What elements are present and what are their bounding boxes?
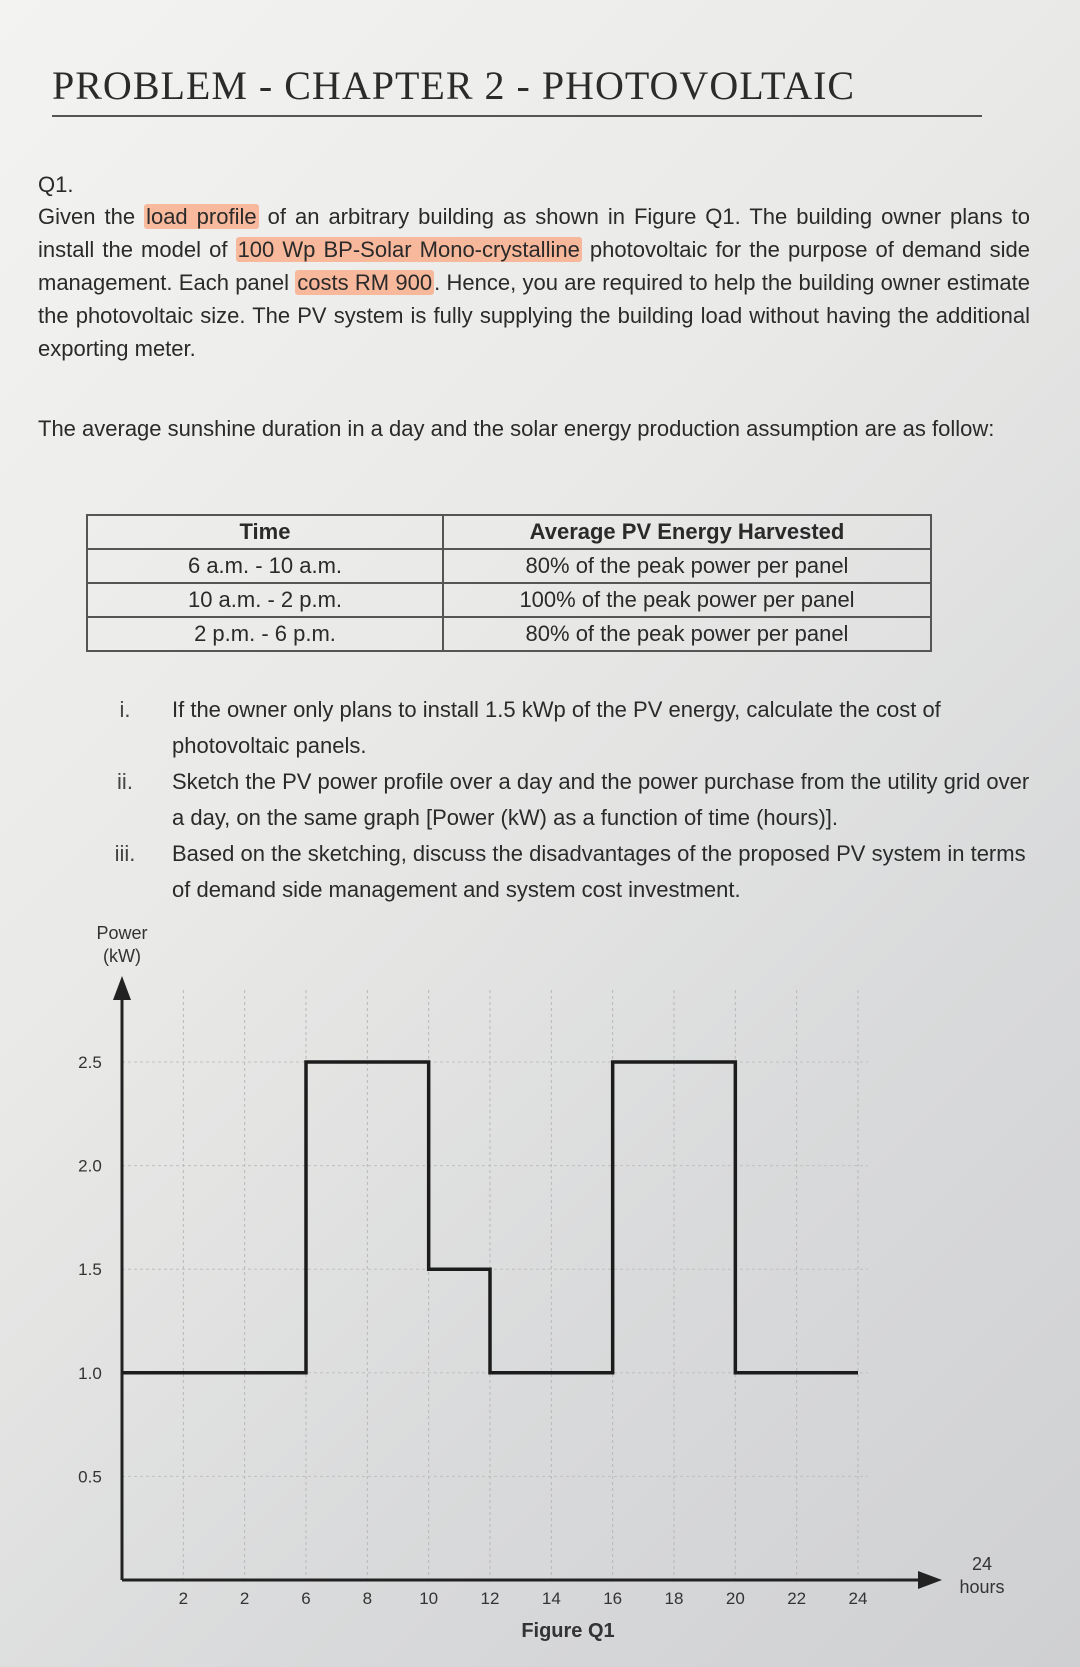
- question-item-text: Based on the sketching, discuss the disadvantages of the proposed PV system in terms of demand side management and system cost investment.: [172, 841, 1026, 902]
- x-tick-label: 2: [239, 1589, 250, 1608]
- sunshine-paragraph: The average sunshine duration in a day and the solar energy production assumption are as follow:: [38, 416, 995, 441]
- load-profile-series: [122, 1062, 858, 1373]
- x-axis-unit-label: hours: [959, 1577, 1005, 1597]
- y-tick-label: 0.5: [78, 1467, 102, 1487]
- figure-q1-chart: [0, 900, 1080, 1667]
- y-tick-label: 1.0: [78, 1363, 102, 1383]
- table-cell: 2 p.m. - 6 p.m.: [87, 617, 443, 651]
- y-axis-arrow-icon: [113, 976, 131, 1000]
- table-header-row: [87, 515, 931, 549]
- x-tick-label: 18: [664, 1589, 684, 1608]
- intro-text-4: . Hence, you are required to help the building owner estimate the photovoltaic size. The PV system is fully supplying the building load without having the additional exporting meter.: [38, 270, 1030, 361]
- intro-text-1: Given the: [38, 204, 145, 229]
- table-cell: 6 a.m. - 10 a.m.: [87, 549, 443, 583]
- intro-text-2: of an arbitrary building as shown in Figure Q1. The building owner plans to install the model of: [38, 204, 1031, 262]
- x-tick-label: 10: [419, 1589, 439, 1608]
- table-cell: 80% of the peak power per panel: [443, 549, 931, 583]
- x-tick-label: 20: [725, 1589, 745, 1608]
- highlight-load-profile: load profile: [146, 204, 257, 229]
- table-row: [87, 617, 931, 651]
- table-row: [87, 583, 931, 617]
- question-item-number: i.: [119, 697, 131, 722]
- question-intro: [38, 200, 1030, 365]
- table-cell: 10 a.m. - 2 p.m.: [87, 583, 443, 617]
- sunshine-table: [86, 514, 932, 652]
- question-number: Q1.: [38, 172, 74, 197]
- y-tick-label: 2.0: [78, 1156, 102, 1176]
- table-header-time: Time: [87, 515, 443, 549]
- x-axis-arrow-icon: [918, 1571, 942, 1589]
- x-tick-label: 8: [362, 1589, 373, 1608]
- y-axis-unit-label: (kW): [103, 946, 141, 966]
- figure-caption: Figure Q1: [521, 1620, 615, 1642]
- x-tick-label: 12: [480, 1589, 500, 1608]
- x-tick-label: 14: [541, 1589, 561, 1608]
- page-title: PROBLEM - CHAPTER 2 - PHOTOVOLTAIC: [52, 62, 982, 117]
- table-cell: 100% of the peak power per panel: [443, 583, 931, 617]
- table-cell: 80% of the peak power per panel: [443, 617, 931, 651]
- y-tick-label: 1.5: [78, 1260, 102, 1280]
- question-item-text: Sketch the PV power profile over a day and the power purchase from the utility grid over a day, on the same graph [Power (kW) as a function of time (hours)].: [172, 769, 1030, 830]
- x-tick-label: 22: [787, 1589, 807, 1608]
- highlight-panel-model: 100 Wp BP-Solar Mono-crystalline: [237, 237, 580, 262]
- y-tick-label: 2.5: [78, 1053, 102, 1072]
- highlight-panel-cost: costs RM 900: [297, 270, 433, 295]
- question-item-number: iii.: [114, 841, 136, 866]
- table-header-energy: Average PV Energy Harvested: [443, 515, 931, 549]
- x-tick-label: 2: [178, 1589, 189, 1608]
- question-item-number: ii.: [117, 769, 133, 794]
- x-axis-label: 24: [971, 1554, 993, 1574]
- table-row: [87, 549, 931, 583]
- question-item-text: If the owner only plans to install 1.5 kWp of the PV energy, calculate the cost of photovoltaic panels.: [172, 697, 941, 758]
- x-tick-label: 16: [603, 1589, 623, 1608]
- y-axis-label: Power: [96, 923, 148, 943]
- intro-text-3: photovoltaic for the purpose of demand side management. Each panel: [38, 237, 1030, 295]
- x-tick-label: 24: [848, 1589, 868, 1608]
- x-tick-label: 6: [301, 1589, 311, 1608]
